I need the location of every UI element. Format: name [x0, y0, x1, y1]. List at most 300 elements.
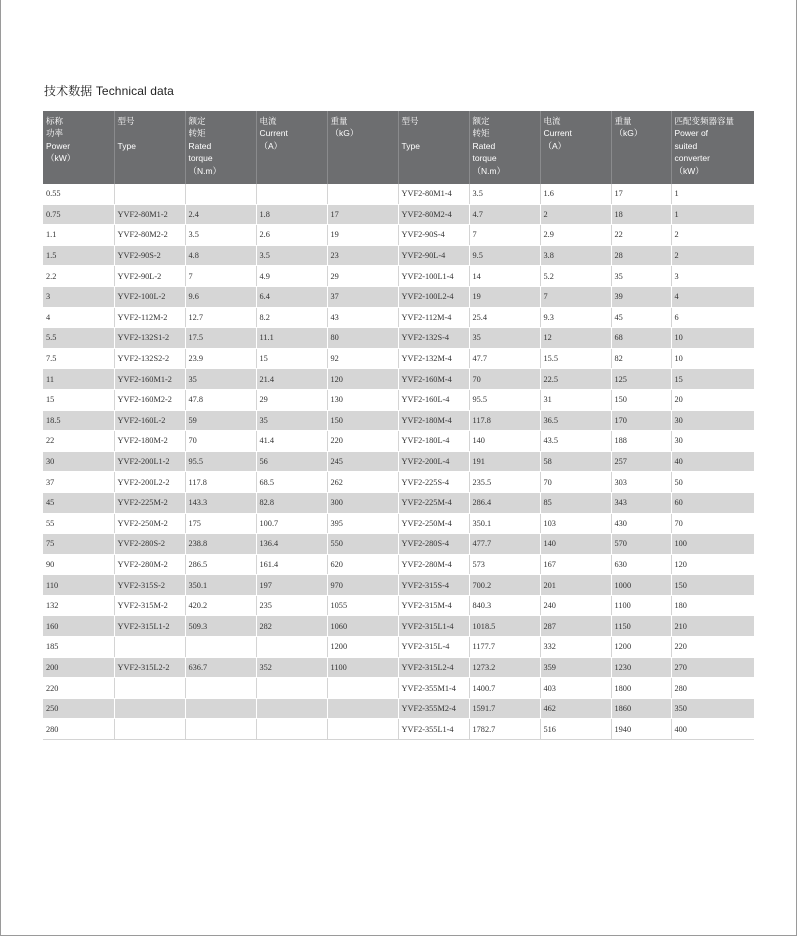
table-cell: 22 [611, 225, 671, 246]
table-cell: YVF2-180M-4 [398, 410, 469, 431]
table-cell: 220 [43, 678, 114, 699]
table-cell: 140 [469, 431, 540, 452]
table-cell: 280 [671, 678, 754, 699]
table-cell: 4 [43, 307, 114, 328]
table-cell: YVF2-315L-4 [398, 637, 469, 658]
table-cell: 286.5 [185, 554, 256, 575]
table-row [43, 431, 754, 452]
table-cell: 350 [671, 698, 754, 719]
table-cell: 143.3 [185, 492, 256, 513]
table-cell: 125 [611, 369, 671, 390]
table-body [43, 184, 754, 740]
table-cell: 40 [671, 451, 754, 472]
table-cell: YVF2-132S2-2 [114, 348, 185, 369]
table-cell: 1230 [611, 657, 671, 678]
table-cell: YVF2-250M-2 [114, 513, 185, 534]
table-cell: 29 [256, 389, 327, 410]
table-cell: 395 [327, 513, 398, 534]
table-cell: 17 [327, 204, 398, 225]
table-cell: 1100 [611, 595, 671, 616]
table-cell: YVF2-280M-2 [114, 554, 185, 575]
table-cell: YVF2-90S-2 [114, 245, 185, 266]
table-cell: 620 [327, 554, 398, 575]
table-cell: 430 [611, 513, 671, 534]
table-cell: 1.8 [256, 204, 327, 225]
table-cell: 25.4 [469, 307, 540, 328]
table-cell: 59 [185, 410, 256, 431]
table-cell: 2.2 [43, 266, 114, 287]
table-cell: YVF2-280S-2 [114, 534, 185, 555]
table-cell: YVF2-132M-4 [398, 348, 469, 369]
table-cell: 420.2 [185, 595, 256, 616]
table-cell: 28 [611, 245, 671, 266]
table-cell: YVF2-160L-4 [398, 389, 469, 410]
table-cell: 120 [671, 554, 754, 575]
table-cell: 516 [540, 719, 611, 740]
table-cell: YVF2-100L1-4 [398, 266, 469, 287]
table-cell: 15 [256, 348, 327, 369]
table-cell: 35 [185, 369, 256, 390]
table-cell: 2 [671, 245, 754, 266]
table-cell: 280 [43, 719, 114, 740]
table-cell: 9.3 [540, 307, 611, 328]
table-cell: 3.5 [469, 184, 540, 204]
table-cell: 70 [469, 369, 540, 390]
table-cell: YVF2-132S-4 [398, 328, 469, 349]
table-cell: 1000 [611, 575, 671, 596]
table-cell: 282 [256, 616, 327, 637]
table-cell: YVF2-180M-2 [114, 431, 185, 452]
table-cell: YVF2-280S-4 [398, 534, 469, 555]
table-cell: 188 [611, 431, 671, 452]
column-header-5: 型号 Type [398, 111, 469, 184]
column-header-6: 额定 转矩 Rated torque （N.m） [469, 111, 540, 184]
table-cell: 45 [611, 307, 671, 328]
table-cell: 175 [185, 513, 256, 534]
table-cell: 100.7 [256, 513, 327, 534]
table-cell: YVF2-160M1-2 [114, 369, 185, 390]
table-cell: YVF2-315S-4 [398, 575, 469, 596]
table-cell: 7 [469, 225, 540, 246]
table-cell: 2 [671, 225, 754, 246]
table-cell: YVF2-355M1-4 [398, 678, 469, 699]
table-cell: 140 [540, 534, 611, 555]
table-cell: 11 [43, 369, 114, 390]
table-cell: 1.6 [540, 184, 611, 204]
table-cell: YVF2-112M-2 [114, 307, 185, 328]
table-cell: 19 [469, 286, 540, 307]
table-cell: 35 [256, 410, 327, 431]
table-cell: 15 [43, 389, 114, 410]
table-cell: YVF2-160M-4 [398, 369, 469, 390]
table-cell: 150 [327, 410, 398, 431]
table-cell: 303 [611, 472, 671, 493]
table-cell: 47.8 [185, 389, 256, 410]
table-cell: 37 [43, 472, 114, 493]
table-cell: 11.1 [256, 328, 327, 349]
table-cell: 130 [327, 389, 398, 410]
table-cell: YVF2-200L-4 [398, 451, 469, 472]
table-cell: 2.6 [256, 225, 327, 246]
table-cell [256, 637, 327, 658]
table-cell: 1400.7 [469, 678, 540, 699]
table-header [43, 111, 754, 184]
table-cell [256, 698, 327, 719]
table-cell: YVF2-250M-4 [398, 513, 469, 534]
table-cell: 400 [671, 719, 754, 740]
table-cell: 287 [540, 616, 611, 637]
table-cell: 18 [611, 204, 671, 225]
table-cell: 20 [671, 389, 754, 410]
table-cell: 257 [611, 451, 671, 472]
table-cell: 1150 [611, 616, 671, 637]
table-cell: 4.8 [185, 245, 256, 266]
table-cell: 573 [469, 554, 540, 575]
table-cell: 14 [469, 266, 540, 287]
table-row [43, 719, 754, 740]
table-row [43, 307, 754, 328]
table-cell: 220 [671, 637, 754, 658]
column-header-9: 匹配变频器容量 Power of suited converter （kW） [671, 111, 754, 184]
table-cell: YVF2-315M-4 [398, 595, 469, 616]
table-cell: 23 [327, 245, 398, 266]
column-header-1: 型号 Type [114, 111, 185, 184]
technical-data-table [43, 111, 754, 740]
table-cell: 636.7 [185, 657, 256, 678]
table-row [43, 554, 754, 575]
table-row [43, 657, 754, 678]
table-cell: 82.8 [256, 492, 327, 513]
table-cell: 75 [43, 534, 114, 555]
table-cell: 1800 [611, 678, 671, 699]
table-cell [256, 184, 327, 204]
table-cell: 359 [540, 657, 611, 678]
table-row [43, 266, 754, 287]
table-row [43, 451, 754, 472]
table-cell: 1591.7 [469, 698, 540, 719]
table-cell: YVF2-200L2-2 [114, 472, 185, 493]
table-row [43, 513, 754, 534]
table-cell: 8.2 [256, 307, 327, 328]
table-cell: 35 [611, 266, 671, 287]
table-cell: YVF2-180L-4 [398, 431, 469, 452]
table-row [43, 595, 754, 616]
table-cell: 210 [671, 616, 754, 637]
table-cell: 286.4 [469, 492, 540, 513]
table-cell: 1060 [327, 616, 398, 637]
table-cell: 70 [671, 513, 754, 534]
table-cell: YVF2-315M-2 [114, 595, 185, 616]
table-cell: YVF2-280M-4 [398, 554, 469, 575]
table-cell: 30 [671, 410, 754, 431]
table-cell: 21.4 [256, 369, 327, 390]
table-cell: 332 [540, 637, 611, 658]
table-cell: YVF2-225M-2 [114, 492, 185, 513]
table-cell: 136.4 [256, 534, 327, 555]
column-header-3: 电流 Current （A） [256, 111, 327, 184]
table-cell: 6 [671, 307, 754, 328]
table-cell: 1.1 [43, 225, 114, 246]
table-cell: 3.5 [185, 225, 256, 246]
table-cell: 3.5 [256, 245, 327, 266]
table-cell: 7 [185, 266, 256, 287]
table-cell: YVF2-160L-2 [114, 410, 185, 431]
table-cell [185, 184, 256, 204]
table-cell: 3 [43, 286, 114, 307]
table-row [43, 472, 754, 493]
table-row [43, 348, 754, 369]
table-cell: 117.8 [185, 472, 256, 493]
table-cell: 19 [327, 225, 398, 246]
table-cell: 82 [611, 348, 671, 369]
table-cell: 238.8 [185, 534, 256, 555]
table-row [43, 637, 754, 658]
table-cell: 31 [540, 389, 611, 410]
table-cell: 270 [671, 657, 754, 678]
table-cell: 17.5 [185, 328, 256, 349]
table-cell [114, 184, 185, 204]
table-cell: 103 [540, 513, 611, 534]
table-cell: 235.5 [469, 472, 540, 493]
table-cell: 35 [469, 328, 540, 349]
table-cell: 1940 [611, 719, 671, 740]
table-cell: 197 [256, 575, 327, 596]
table-row [43, 204, 754, 225]
table-cell: 1100 [327, 657, 398, 678]
table-cell: 70 [185, 431, 256, 452]
table-cell: 191 [469, 451, 540, 472]
column-header-4: 重量 （kG） [327, 111, 398, 184]
table-cell: YVF2-355L1-4 [398, 719, 469, 740]
table-cell: 2.9 [540, 225, 611, 246]
table-cell: 1055 [327, 595, 398, 616]
table-cell: 235 [256, 595, 327, 616]
column-header-7: 电流 Current （A） [540, 111, 611, 184]
table-cell: 30 [671, 431, 754, 452]
table-cell: 80 [327, 328, 398, 349]
table-cell: 350.1 [469, 513, 540, 534]
table-cell [114, 719, 185, 740]
table-cell: 6.4 [256, 286, 327, 307]
table-cell: 167 [540, 554, 611, 575]
table-cell: 1.5 [43, 245, 114, 266]
table-cell: 9.6 [185, 286, 256, 307]
table-cell: YVF2-90L-4 [398, 245, 469, 266]
table-cell: 170 [611, 410, 671, 431]
table-cell [327, 719, 398, 740]
table-cell: YVF2-100L2-4 [398, 286, 469, 307]
table-cell: YVF2-132S1-2 [114, 328, 185, 349]
table-cell: 403 [540, 678, 611, 699]
table-cell: YVF2-315L2-2 [114, 657, 185, 678]
table-cell: 185 [43, 637, 114, 658]
table-row [43, 616, 754, 637]
table-cell: 58 [540, 451, 611, 472]
table-cell: 43 [327, 307, 398, 328]
table-row [43, 245, 754, 266]
table-cell: YVF2-90S-4 [398, 225, 469, 246]
table-cell: YVF2-225M-4 [398, 492, 469, 513]
table-cell: 150 [671, 575, 754, 596]
column-header-8: 重量 （kG） [611, 111, 671, 184]
table-cell: 10 [671, 348, 754, 369]
table-cell: 23.9 [185, 348, 256, 369]
table-cell: 570 [611, 534, 671, 555]
table-cell: YVF2-80M1-2 [114, 204, 185, 225]
table-cell [114, 637, 185, 658]
table-cell: 1 [671, 204, 754, 225]
table-cell: 15 [671, 369, 754, 390]
table-row [43, 410, 754, 431]
table-row [43, 492, 754, 513]
table-row [43, 698, 754, 719]
table-cell: 95.5 [469, 389, 540, 410]
table-cell: 1200 [327, 637, 398, 658]
table-cell: YVF2-80M1-4 [398, 184, 469, 204]
table-cell: 100 [671, 534, 754, 555]
table-cell: 150 [611, 389, 671, 410]
table-row [43, 389, 754, 410]
table-cell: 17 [611, 184, 671, 204]
table-cell [185, 678, 256, 699]
table-cell: 240 [540, 595, 611, 616]
table-cell: 90 [43, 554, 114, 575]
table-cell: 477.7 [469, 534, 540, 555]
table-cell: 5.5 [43, 328, 114, 349]
table-cell: 1273.2 [469, 657, 540, 678]
table-cell: 92 [327, 348, 398, 369]
table-cell: 352 [256, 657, 327, 678]
table-cell: 160 [43, 616, 114, 637]
table-cell: 117.8 [469, 410, 540, 431]
table-cell: 3.8 [540, 245, 611, 266]
table-cell: 36.5 [540, 410, 611, 431]
table-cell: 300 [327, 492, 398, 513]
table-cell: 50 [671, 472, 754, 493]
table-cell: YVF2-112M-4 [398, 307, 469, 328]
table-cell: 462 [540, 698, 611, 719]
table-cell: 350.1 [185, 575, 256, 596]
table-cell: 37 [327, 286, 398, 307]
table-cell: 7 [540, 286, 611, 307]
header-row [43, 111, 754, 184]
table-row [43, 575, 754, 596]
table-cell: YVF2-90L-2 [114, 266, 185, 287]
table-cell: 509.3 [185, 616, 256, 637]
table-cell: YVF2-315S-2 [114, 575, 185, 596]
table-cell: YVF2-100L-2 [114, 286, 185, 307]
page-title: 技术数据 Technical data [44, 84, 174, 98]
table-cell: 70 [540, 472, 611, 493]
table-cell [114, 678, 185, 699]
column-header-2: 额定 转矩 Rated torque （N.m） [185, 111, 256, 184]
table-cell: 970 [327, 575, 398, 596]
table-cell: 630 [611, 554, 671, 575]
table-cell: 1782.7 [469, 719, 540, 740]
table-row [43, 678, 754, 699]
table-row [43, 286, 754, 307]
table-cell: YVF2-315L1-2 [114, 616, 185, 637]
table-cell: YVF2-225S-4 [398, 472, 469, 493]
table-cell: 201 [540, 575, 611, 596]
table-cell: YVF2-160M2-2 [114, 389, 185, 410]
table-cell: 840.3 [469, 595, 540, 616]
table-cell: 2.4 [185, 204, 256, 225]
table-cell: 12 [540, 328, 611, 349]
table-cell: 120 [327, 369, 398, 390]
table-cell: 68.5 [256, 472, 327, 493]
table-cell [327, 698, 398, 719]
table-cell: 220 [327, 431, 398, 452]
table-cell: 68 [611, 328, 671, 349]
table-cell: YVF2-80M2-2 [114, 225, 185, 246]
table-cell [327, 678, 398, 699]
table-cell: YVF2-315L1-4 [398, 616, 469, 637]
table-cell: 22.5 [540, 369, 611, 390]
table-cell: 2 [540, 204, 611, 225]
table-cell: 56 [256, 451, 327, 472]
table-row [43, 184, 754, 204]
table-cell: 550 [327, 534, 398, 555]
table-cell: 39 [611, 286, 671, 307]
table-row [43, 369, 754, 390]
table-cell [185, 719, 256, 740]
table-cell: 18.5 [43, 410, 114, 431]
table-cell: 700.2 [469, 575, 540, 596]
table-cell: 29 [327, 266, 398, 287]
table-cell: 110 [43, 575, 114, 596]
table-row [43, 328, 754, 349]
table-cell: 1177.7 [469, 637, 540, 658]
table-cell: 1018.5 [469, 616, 540, 637]
table-cell: YVF2-200L1-2 [114, 451, 185, 472]
table-cell: 3 [671, 266, 754, 287]
table-cell: 85 [540, 492, 611, 513]
table-cell: 10 [671, 328, 754, 349]
table-cell: YVF2-355M2-4 [398, 698, 469, 719]
table-cell: 0.55 [43, 184, 114, 204]
table-cell: YVF2-80M2-4 [398, 204, 469, 225]
table-cell: 245 [327, 451, 398, 472]
table-cell: 4.9 [256, 266, 327, 287]
table-cell [114, 698, 185, 719]
table-cell: 343 [611, 492, 671, 513]
table-cell: 1 [671, 184, 754, 204]
table-cell: 95.5 [185, 451, 256, 472]
table-cell: 41.4 [256, 431, 327, 452]
table-cell [256, 719, 327, 740]
table-cell [185, 698, 256, 719]
table-row [43, 534, 754, 555]
table-cell: 43.5 [540, 431, 611, 452]
table-cell [327, 184, 398, 204]
table-cell: 47.7 [469, 348, 540, 369]
table-cell: 4.7 [469, 204, 540, 225]
table-cell: 132 [43, 595, 114, 616]
table-cell: 262 [327, 472, 398, 493]
table-cell: 4 [671, 286, 754, 307]
table-cell: 1200 [611, 637, 671, 658]
table-cell: 161.4 [256, 554, 327, 575]
table-cell: 30 [43, 451, 114, 472]
table-cell [185, 637, 256, 658]
table-cell: 22 [43, 431, 114, 452]
table-cell: 60 [671, 492, 754, 513]
table-cell: 200 [43, 657, 114, 678]
table-cell: YVF2-315L2-4 [398, 657, 469, 678]
table-cell: 9.5 [469, 245, 540, 266]
table-cell: 15.5 [540, 348, 611, 369]
